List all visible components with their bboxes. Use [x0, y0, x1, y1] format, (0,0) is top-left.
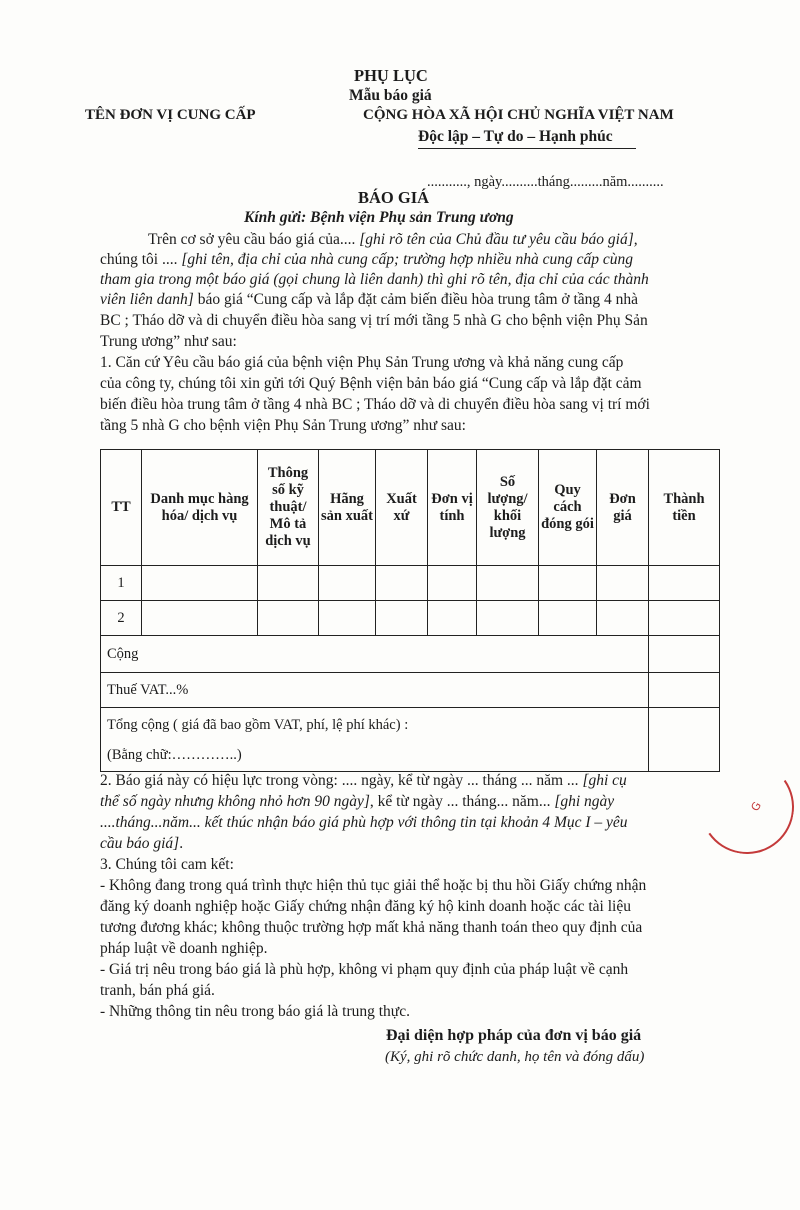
document-title: BÁO GIÁ	[358, 188, 430, 207]
intro-note: [ghi tên, địa chỉ của nhà cung cấp; trường hợp nhiều nhà cung cấp cùng	[181, 251, 633, 268]
total-value-cell	[649, 636, 720, 673]
col-header-unit-price: Đơn giá	[597, 450, 649, 566]
section2-text: 2. Báo giá này có hiệu lực trong vòng: .... ngày, kể từ ngày ... tháng ... năm ...	[100, 772, 583, 789]
supplier-name-placeholder: TÊN ĐƠN VỊ CUNG CẤP	[85, 107, 256, 123]
col-header-item: Danh mục hàng hóa/ dịch vụ	[142, 450, 258, 566]
intro-note: [ghi rõ tên của Chủ đầu tư yêu cầu báo giá],	[359, 231, 638, 248]
col-header-unit: Đơn vị tính	[428, 450, 477, 566]
table-header-row	[101, 450, 720, 566]
total-label: Cộng	[101, 636, 649, 673]
table-cell	[428, 566, 477, 601]
col-header-tt: TT	[101, 450, 142, 566]
section3-heading: 3. Chúng tôi cam kết:	[100, 856, 234, 873]
stamp-text: G	[748, 799, 765, 814]
country-name: CỘNG HÒA XÃ HỘI CHỦ NGHĨA VIỆT NAM	[363, 107, 674, 123]
commitment-line: pháp luật về doanh nghiệp.	[100, 940, 268, 957]
table-cell	[597, 566, 649, 601]
grand-total-label: Tổng cộng ( giá đã bao gồm VAT, phí, lệ phí khác) :	[107, 716, 409, 733]
table-cell	[258, 566, 319, 601]
motto-underline	[418, 148, 636, 149]
section2-line-3: ....tháng...năm... kết thúc nhận báo giá phù hợp với thông tin tại khoản 4 Mục I – yêu	[100, 814, 628, 831]
section1-line-3: biến điều hòa trung tâm ở tầng 4 nhà BC ; Tháo dỡ và di chuyển điều hòa sang vị trí mới	[100, 396, 650, 413]
commitment-line: - Giá trị nêu trong báo giá là phù hợp, không vi phạm quy định của pháp luật về cạnh	[100, 961, 629, 978]
section2-text: , kể từ ngày ... tháng... năm...	[369, 793, 555, 810]
date-line: ..........., ngày..........tháng.........năm..........	[427, 174, 664, 190]
section1-line-1: 1. Căn cứ Yêu cầu báo giá của bệnh viện Phụ Sản Trung ương và khả năng cung cấp	[100, 354, 624, 371]
table-cell	[477, 566, 539, 601]
intro-line-1	[148, 230, 638, 250]
section2-line-4	[100, 834, 183, 854]
table-row	[101, 601, 720, 636]
row-number: 2	[101, 601, 142, 636]
section2-text: .	[179, 835, 184, 852]
total-row	[101, 636, 720, 673]
table-cell	[428, 601, 477, 636]
table-cell	[477, 601, 539, 636]
col-header-specs: Thông số kỹ thuật/ Mô tả dịch vụ	[258, 450, 319, 566]
table-cell	[649, 566, 720, 601]
amount-in-words-label: (Bằng chữ:…………..)	[107, 746, 242, 763]
commitment-line: đăng ký doanh nghiệp hoặc Giấy chứng nhận đăng ký hộ kinh doanh hoặc các tài liệu	[100, 898, 631, 915]
intro-text: Trên cơ sở yêu cầu báo giá của....	[148, 231, 360, 248]
quote-table	[100, 449, 720, 772]
grand-total-value-cell	[649, 708, 720, 772]
col-header-amount: Thành tiền	[649, 450, 720, 566]
section2-note: thể số ngày nhưng không nhỏ hơn 90 ngày]	[100, 793, 370, 810]
intro-line-6: Trung ương” như sau:	[100, 333, 237, 350]
table-cell	[649, 601, 720, 636]
section2-note: [ghi ngày	[554, 793, 615, 810]
row-number: 1	[101, 566, 142, 601]
intro-line-5: BC ; Tháo dỡ và di chuyển điều hòa sang vị trí mới tầng 5 nhà G cho bệnh viện Phụ Sản	[100, 312, 648, 329]
commitment-line: - Những thông tin nêu trong báo giá là trung thực.	[100, 1003, 410, 1020]
vat-label: Thuế VAT...%	[101, 673, 649, 708]
table-cell	[142, 601, 258, 636]
table-cell	[142, 566, 258, 601]
col-header-packing: Quy cách đóng gói	[539, 450, 597, 566]
section1-line-4: tầng 5 nhà G cho bệnh viện Phụ Sản Trung ương” như sau:	[100, 417, 466, 434]
section2-note: cầu báo giá]	[100, 835, 180, 852]
national-motto: Độc lập – Tự do – Hạnh phúc	[418, 128, 613, 145]
intro-text: báo giá “Cung cấp và lắp đặt cảm biến điều hòa trung tâm ở tầng 4 nhà	[193, 291, 639, 308]
table-cell	[539, 566, 597, 601]
intro-line-4	[100, 290, 638, 310]
grand-total-cell	[101, 708, 649, 772]
table-row	[101, 566, 720, 601]
intro-line-2	[100, 250, 633, 270]
col-header-quantity: Số lượng/ khối lượng	[477, 450, 539, 566]
vat-row	[101, 673, 720, 708]
intro-line-3: tham gia trong một báo giá (gọi chung là liên danh) thì ghi rõ tên, địa chỉ của các thành	[100, 271, 649, 288]
table-cell	[258, 601, 319, 636]
vat-value-cell	[649, 673, 720, 708]
table-cell	[319, 601, 376, 636]
signature-title: Đại diện hợp pháp của đơn vị báo giá	[386, 1027, 642, 1044]
grand-total-row	[101, 708, 720, 772]
table-cell	[376, 601, 428, 636]
table-cell	[319, 566, 376, 601]
section1-line-2: của công ty, chúng tôi xin gửi tới Quý Bệnh viện bản báo giá “Cung cấp và lắp đặt cảm	[100, 375, 642, 392]
section2-line-2	[100, 792, 614, 812]
section2-line-1	[100, 771, 627, 791]
intro-note: viên liên danh]	[100, 291, 194, 308]
table-cell	[376, 566, 428, 601]
appendix-title: PHỤ LỤC	[354, 66, 428, 85]
section2-note: [ghi cụ	[582, 772, 627, 789]
template-title: Mẫu báo giá	[349, 87, 432, 104]
commitment-line: tương đương khác; không thuộc trường hợp mất khả năng thanh toán theo quy định của	[100, 919, 643, 936]
col-header-manufacturer: Hãng sản xuất	[319, 450, 376, 566]
commitment-line: tranh, bán phá giá.	[100, 982, 215, 999]
intro-text: chúng tôi ....	[100, 251, 182, 268]
col-header-origin: Xuất xứ	[376, 450, 428, 566]
signature-note: (Ký, ghi rõ chức danh, họ tên và đóng dấu)	[385, 1049, 645, 1065]
commitment-line: - Không đang trong quá trình thực hiện thủ tục giải thể hoặc bị thu hồi Giấy chứng nhận	[100, 877, 647, 894]
recipient-line: Kính gửi: Bệnh viện Phụ sản Trung ương	[244, 209, 514, 226]
table-cell	[597, 601, 649, 636]
table-cell	[539, 601, 597, 636]
